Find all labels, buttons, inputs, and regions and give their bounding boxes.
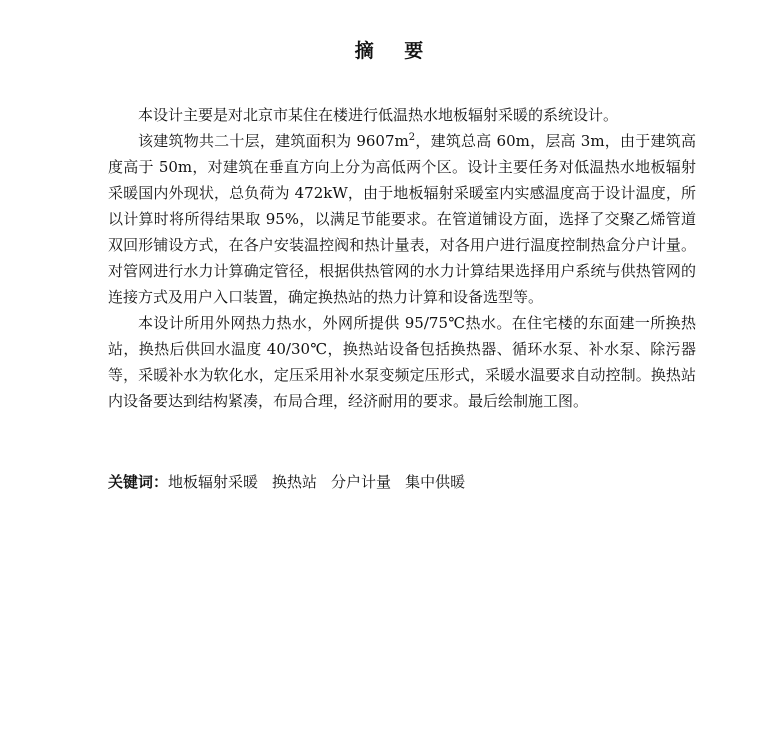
abstract-paragraph-3: 本设计所用外网热力热水，外网所提供 95/75℃热水。在住宅楼的东面建一所换热站，换热后供回水温度 40/30℃，换热站设备包括换热器、循环水泵、补水泵、除污器等，采暖补水为软化水，定压采用补水泵变频定压形式，采暖水温要求自动控制。换热站内设备要达到结构紧凑，布局合理，经济耐用的要求。最后绘制施工图。 bbox=[108, 314, 696, 410]
keyword-item: 集中供暖 bbox=[405, 473, 466, 491]
paragraph-2-text-b: ，建筑总高 60m，层高 3m，由于建筑高度高于 50m，对建筑在垂直方向上分为高低两个区。设计主要任务对低温热水地板辐射采暖国内外现状，总负荷为 472kW，由于地板辐射采暖室内实感温度高于设计温度，所以计算时将所得结果取 95%，以满足节能要求。在管道铺设方面，选择了交聚乙烯管道双回形铺设方式，在各户安装温控阀和热计量表，对各用户进行温度控制热盒分户计量。对管网进行水力计算确定管径，根据供热管网的水力计算结果选择用户系统与供热管网的连接方式及用户入口装置，确定换热站的热力计算和设备选型等。 bbox=[108, 132, 696, 306]
abstract-body bbox=[108, 102, 696, 414]
keywords-label: 关键词： bbox=[108, 473, 169, 491]
keyword-item: 换热站 bbox=[272, 473, 318, 491]
keyword-item: 地板辐射采暖 bbox=[168, 473, 259, 491]
page-title: 摘 要 bbox=[354, 40, 436, 62]
abstract-paragraph-2 bbox=[108, 128, 696, 310]
keywords-line bbox=[108, 470, 479, 494]
keyword-item: 分户计量 bbox=[331, 473, 392, 491]
area-unit-superscript: 2 bbox=[408, 132, 416, 143]
abstract-paragraph-1: 本设计主要是对北京市某住在楼进行低温热水地板辐射采暖的系统设计。 bbox=[138, 106, 619, 124]
paragraph-2-text-a: 该建筑物共二十层，建筑面积为 9607m bbox=[138, 132, 409, 150]
